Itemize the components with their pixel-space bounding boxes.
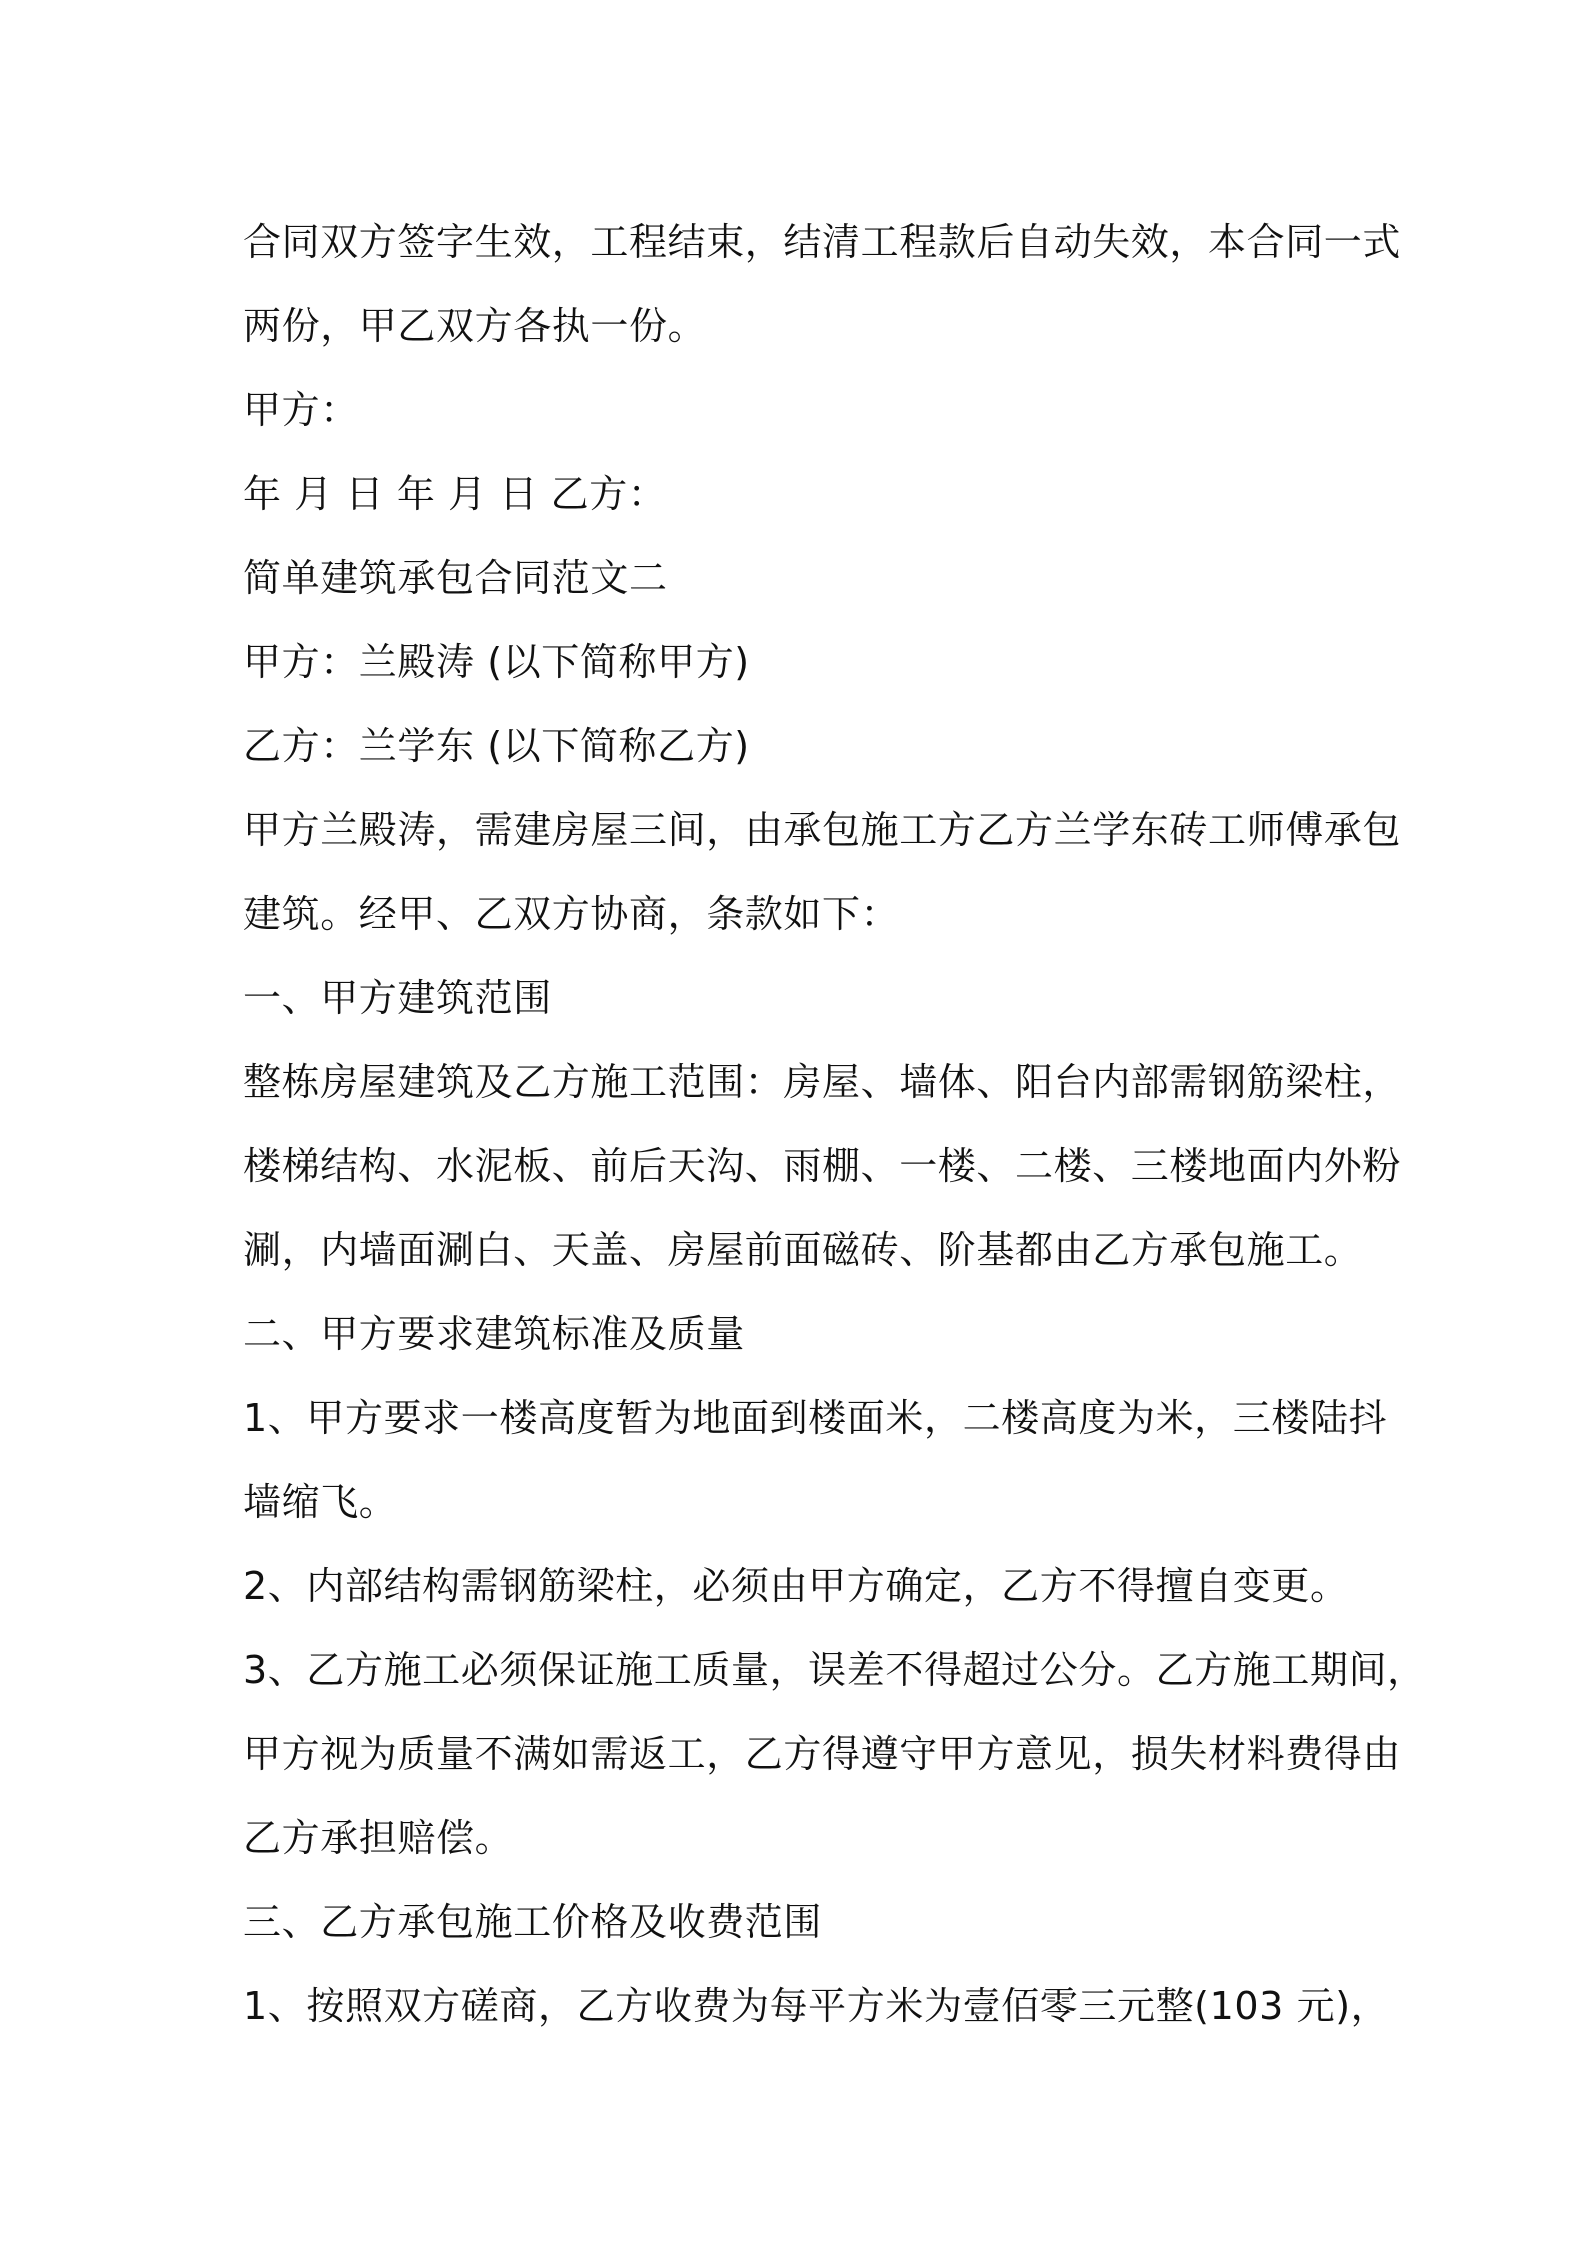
text-line: 建筑。经甲、乙双方协商，条款如下： [243, 892, 900, 936]
text-line: 1、按照双方磋商，乙方收费为每平方米为壹佰零三元整(103 元)， [243, 1984, 1390, 2028]
text-line: 甲方： [243, 388, 359, 432]
text-line: 乙方：兰学东 (以下简称乙方) [243, 724, 750, 768]
text-line: 1、甲方要求一楼高度暂为地面到楼面米，二楼高度为米，三楼陆抖 [243, 1396, 1388, 1440]
text-line: 墙缩飞。 [243, 1480, 398, 1524]
clause-heading: 二、甲方要求建筑标准及质量 [243, 1312, 745, 1356]
text-line: 整栋房屋建筑及乙方施工范围：房屋、墙体、阳台内部需钢筋梁柱， [243, 1060, 1402, 1104]
document-body [243, 200, 1426, 2048]
text-line: 楼梯结构、水泥板、前后天沟、雨棚、一楼、二楼、三楼地面内外粉 [243, 1144, 1402, 1188]
text-line: 两份，甲乙双方各执一份。 [243, 304, 707, 348]
text-line: 3、乙方施工必须保证施工质量，误差不得超过公分。乙方施工期间， [243, 1648, 1426, 1692]
clause-heading: 一、甲方建筑范围 [243, 976, 552, 1020]
clause-heading: 三、乙方承包施工价格及收费范围 [243, 1900, 823, 1944]
text-line: 年 月 日 年 月 日 乙方： [243, 472, 667, 516]
text-line: 涮，内墙面涮白、天盖、房屋前面磁砖、阶基都由乙方承包施工。 [243, 1228, 1363, 1272]
text-line: 甲方视为质量不满如需返工，乙方得遵守甲方意见，损失材料费得由 [243, 1732, 1402, 1776]
text-line: 甲方兰殿涛，需建房屋三间，由承包施工方乙方兰学东砖工师傅承包 [243, 808, 1402, 852]
text-line: 合同双方签字生效，工程结束，结清工程款后自动失效，本合同一式 [243, 220, 1402, 264]
section-title: 简单建筑承包合同范文二 [243, 556, 668, 600]
text-line: 2、内部结构需钢筋梁柱，必须由甲方确定，乙方不得擅自变更。 [243, 1564, 1349, 1608]
text-line: 甲方：兰殿涛 (以下简称甲方) [243, 640, 750, 684]
text-line: 乙方承担赔偿。 [243, 1816, 514, 1860]
